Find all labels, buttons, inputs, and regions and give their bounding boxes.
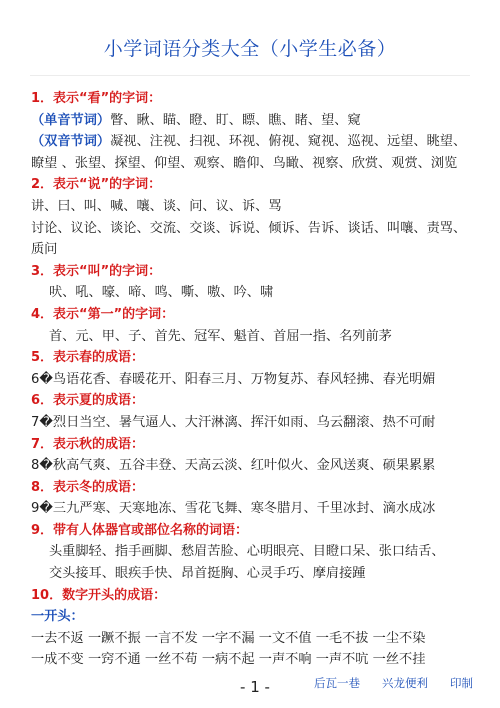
section-heading-number-idioms: 10．数字开头的成语： (31, 587, 167, 603)
title-divider (30, 75, 470, 76)
autumn-idioms: 8�秋高气爽、五谷丰登、天高云淡、红叶似火、金风送爽、硕果累累 (31, 458, 436, 474)
sub-heading-yi: 一开头： (31, 609, 84, 625)
section-heading-body-parts: 9．带有人体器官或部位名称的词语： (31, 522, 249, 538)
look-single-words: 瞥、瞅、瞄、瞪、盯、瞟、瞧、睹、望、窥 (110, 112, 361, 128)
body-parts-idioms-continued: 交头接耳、眼疾手快、昂首挺胸、心灵手巧、摩肩接踵 (49, 566, 366, 582)
page-number: - 1 - (240, 678, 270, 696)
winter-idioms: 9�三九严寒、天寒地冻、雪花飞舞、寒冬腊月、千里冰封、滴水成冰 (31, 501, 436, 517)
footer-credit-item: 兴龙便利 (382, 676, 428, 690)
section-heading-summer: 6．表示夏的成语： (31, 393, 145, 409)
section-heading-call: 3．表示“叫”的字词： (31, 263, 162, 279)
say-double-words: 讨论、议论、谈论、交流、交谈、诉说、倾诉、告诉、谈话、叫嚷、责骂、 (31, 220, 467, 236)
single-syllable-tag: （单音节词） (31, 112, 111, 128)
page-title: 小学词语分类大全（小学生必备） (103, 38, 397, 60)
double-syllable-tag: （双音节词） (31, 134, 111, 150)
section-heading-autumn: 7．表示秋的成语： (31, 436, 145, 452)
summer-idioms: 7�烈日当空、暑气逼人、大汗淋漓、挥汗如雨、乌云翻滚、热不可耐 (31, 414, 436, 430)
look-single-syllable-line (31, 110, 476, 132)
section-heading-first: 4．表示“第一”的字词： (31, 306, 175, 322)
section-heading-look: 1．表示“看”的字词： (31, 91, 162, 106)
look-double-syllable-line (31, 131, 476, 153)
call-words: 吠、吼、嚎、啼、鸣、嘶、嗷、吟、啸 (49, 285, 274, 301)
look-double-words: 凝视、注视、扫视、环视、俯视、窥视、巡视、远望、眺望、 (110, 134, 467, 150)
section-heading-spring: 5．表示春的成语： (31, 350, 145, 366)
section-heading-say: 2．表示“说”的字词： (31, 177, 162, 193)
body-parts-idioms: 头重脚轻、指手画脚、愁眉苦脸、心明眼亮、目瞪口呆、张口结舌、 (49, 544, 445, 560)
first-words: 首、元、甲、子、首先、冠军、魁首、首屈一指、名列前茅 (49, 328, 392, 344)
say-single-words: 讲、曰、叫、喊、嚷、谈、问、议、诉、骂 (31, 198, 282, 214)
document-body (31, 88, 476, 671)
say-double-words-continued: 质问 (31, 242, 58, 258)
spring-idioms: 6�鸟语花香、春暖花开、阳春三月、万物复苏、春风轻拂、春光明媚 (31, 371, 436, 387)
yi-idioms: 一去不返 一蹶不振 一言不发 一字不漏 一文不值 一毛不拔 一尘不染 (31, 630, 426, 646)
section-heading-winter: 8．表示冬的成语： (31, 479, 145, 495)
footer-credit-item: 后瓦一巷 (314, 676, 360, 690)
yi-idioms-continued: 一成不变 一窍不通 一丝不苟 一病不起 一声不响 一声不吭 一丝不挂 (31, 652, 426, 668)
footer-credit (314, 675, 473, 691)
look-double-words-continued: 瞭望 、张望、探望、仰望、观察、瞻仰、鸟瞰、视察、欣赏、观赏、浏览 (31, 155, 458, 171)
footer-credit-item: 印制 (450, 676, 473, 690)
